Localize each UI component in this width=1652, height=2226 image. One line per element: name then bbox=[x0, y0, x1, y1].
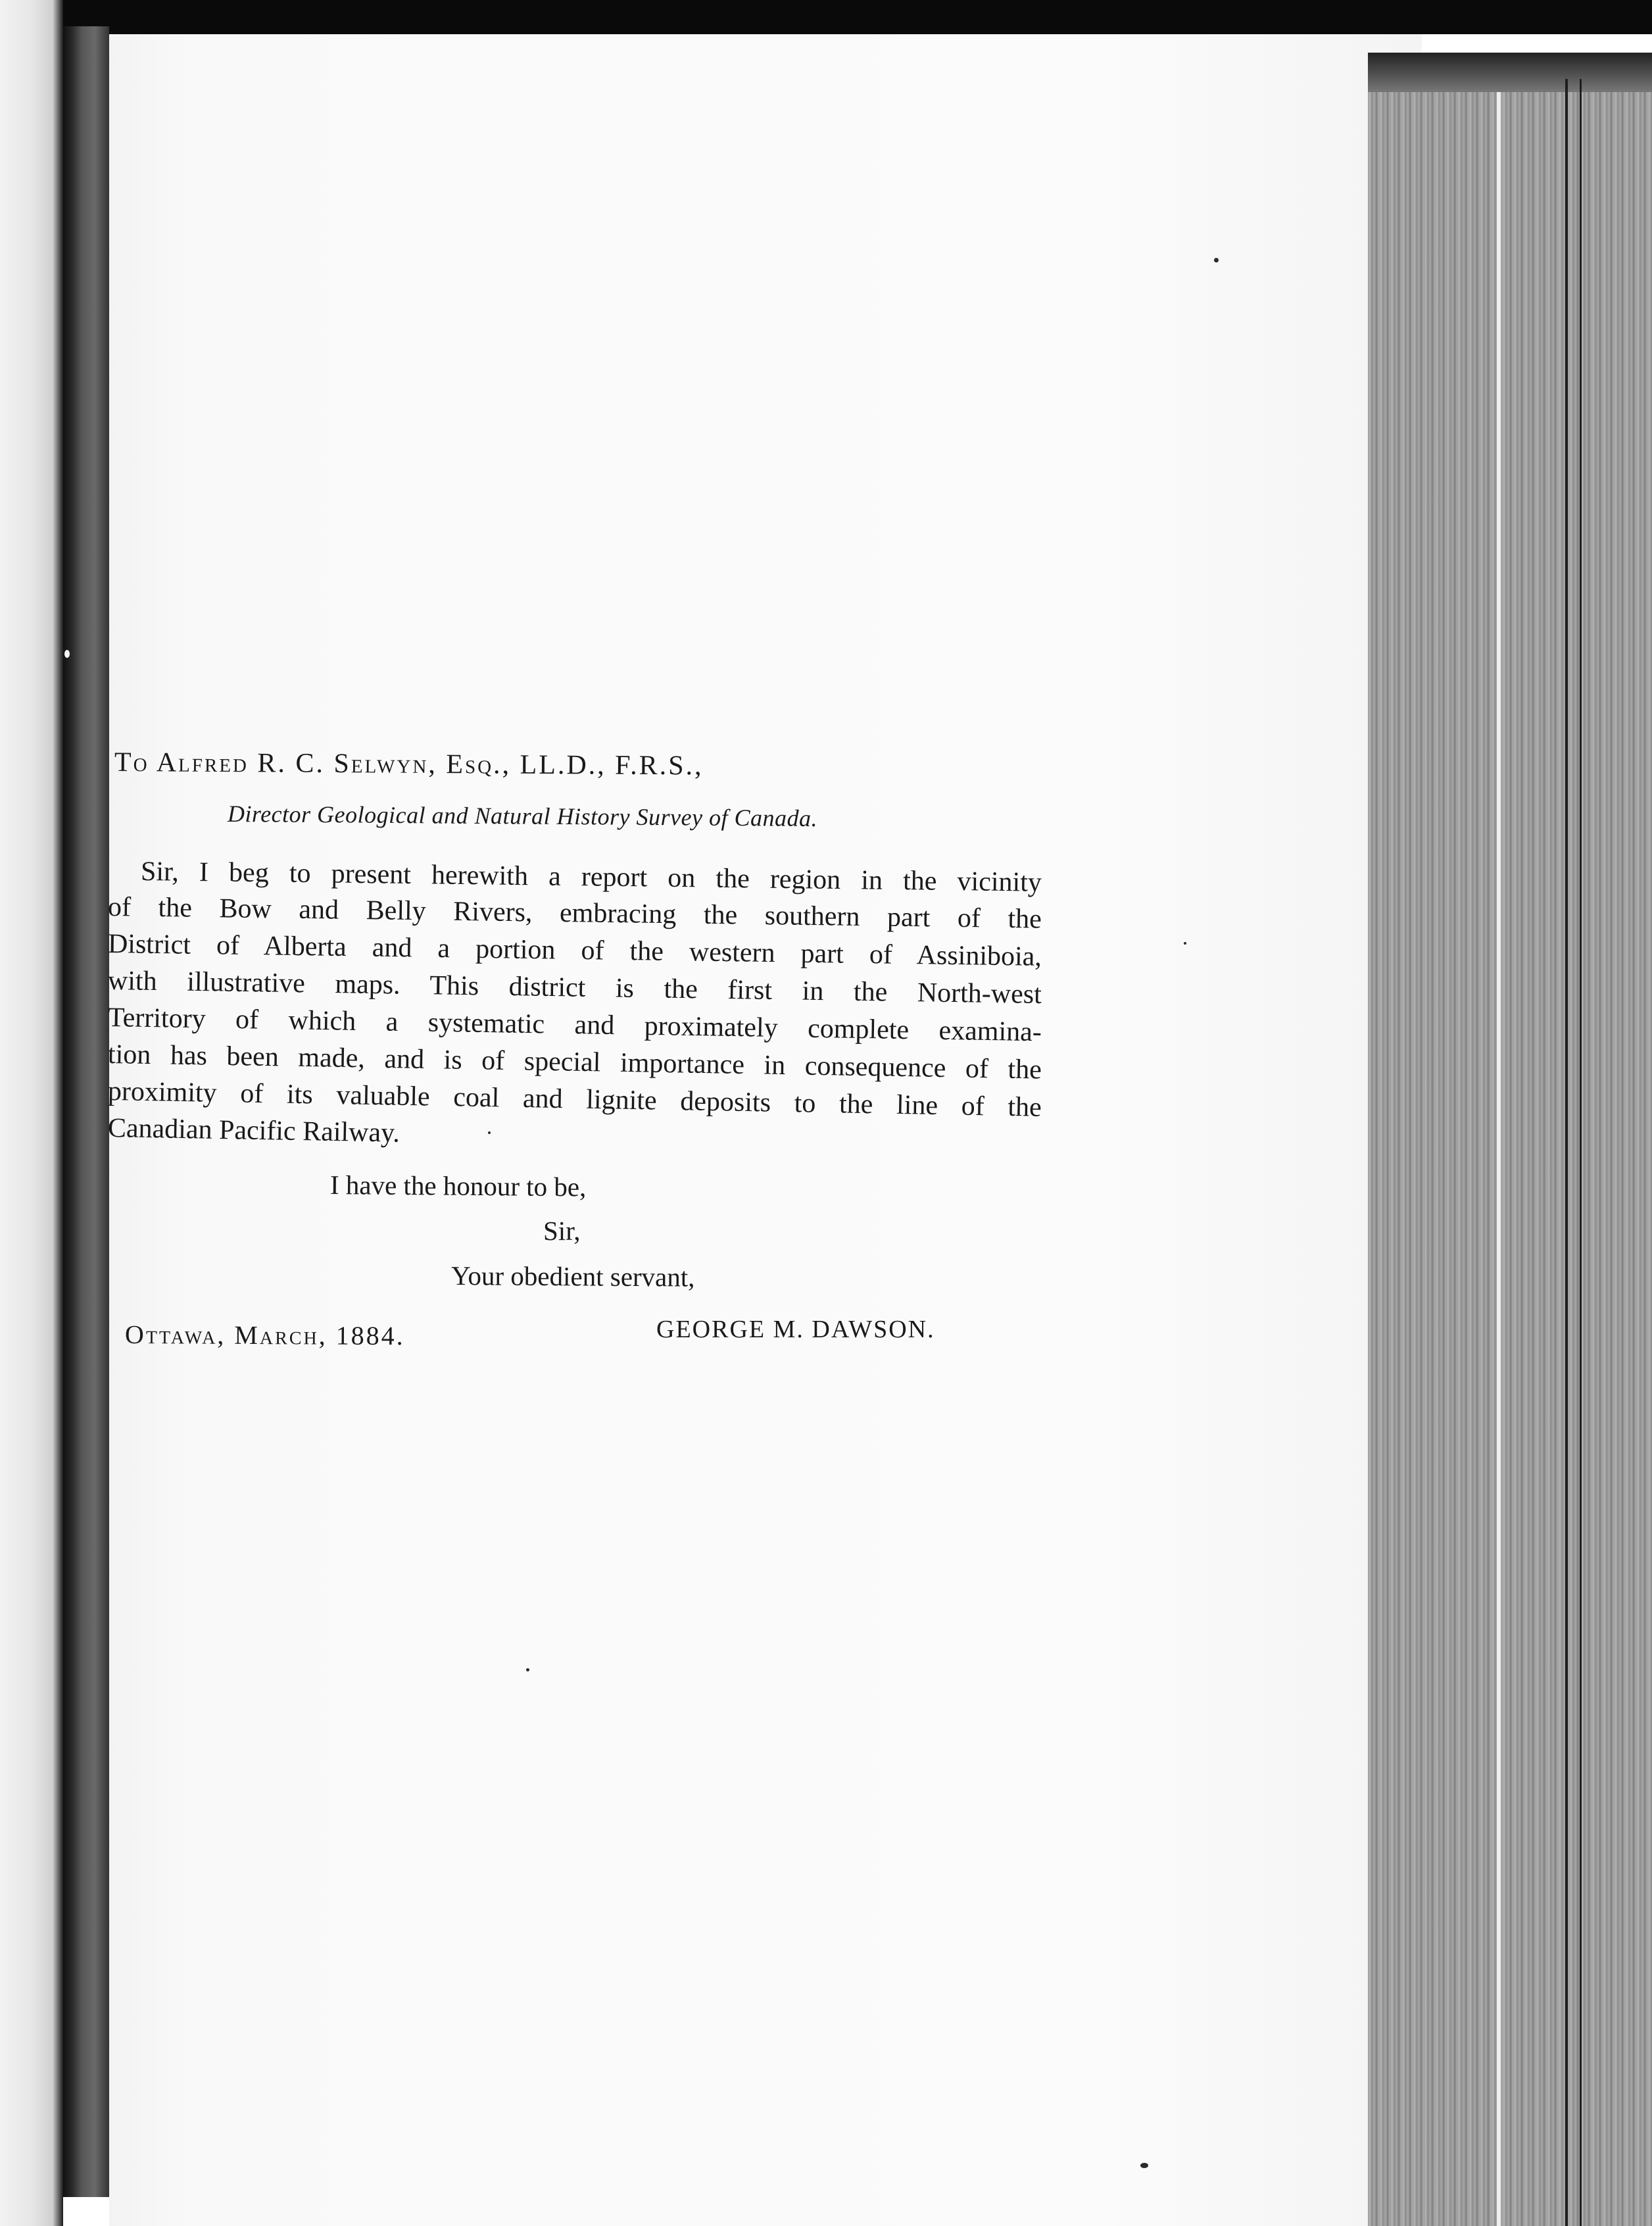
speck bbox=[1140, 2163, 1148, 2168]
body-line: with illustrative maps. This district is the first in the North-west bbox=[107, 966, 1042, 1010]
closing-line: I have the honour to be, bbox=[329, 1170, 587, 1202]
closing-line: Sir, bbox=[543, 1216, 581, 1246]
signature: GEORGE M. DAWSON. bbox=[656, 1316, 935, 1343]
speck bbox=[1214, 258, 1219, 262]
speck bbox=[526, 1668, 529, 1671]
speck bbox=[1184, 942, 1186, 945]
speck bbox=[64, 650, 70, 658]
body-line: Sir, I beg to present herewith a report on the region in the vicinity bbox=[140, 856, 1042, 898]
body-line: Territory of which a systematic and proximately complete examina- bbox=[107, 1002, 1042, 1048]
addressee-line: To Alfred R. C. Selwyn, Esq., LL.D., F.R.S., bbox=[114, 747, 704, 781]
body-line: proximity of its valuable coal and lignite deposits to the line of the bbox=[107, 1076, 1042, 1123]
body-line: District of Alberta and a portion of the western part of Assiniboia, bbox=[107, 929, 1042, 972]
addressee-title: Director Geological and Natural History Survey of Canada. bbox=[227, 801, 818, 832]
closing-line: Your obedient servant, bbox=[450, 1260, 695, 1293]
body-line: of the Bow and Belly Rivers, embracing the southern part of the bbox=[107, 892, 1042, 935]
dateline bbox=[125, 1318, 405, 1352]
body-line: Canadian Pacific Railway. bbox=[107, 1113, 401, 1149]
speck bbox=[488, 1131, 491, 1134]
body-line: tion has been made, and is of special importance in consequence of the bbox=[107, 1039, 1042, 1085]
dateline-text: Ottawa, March, 1884. bbox=[124, 1320, 405, 1351]
